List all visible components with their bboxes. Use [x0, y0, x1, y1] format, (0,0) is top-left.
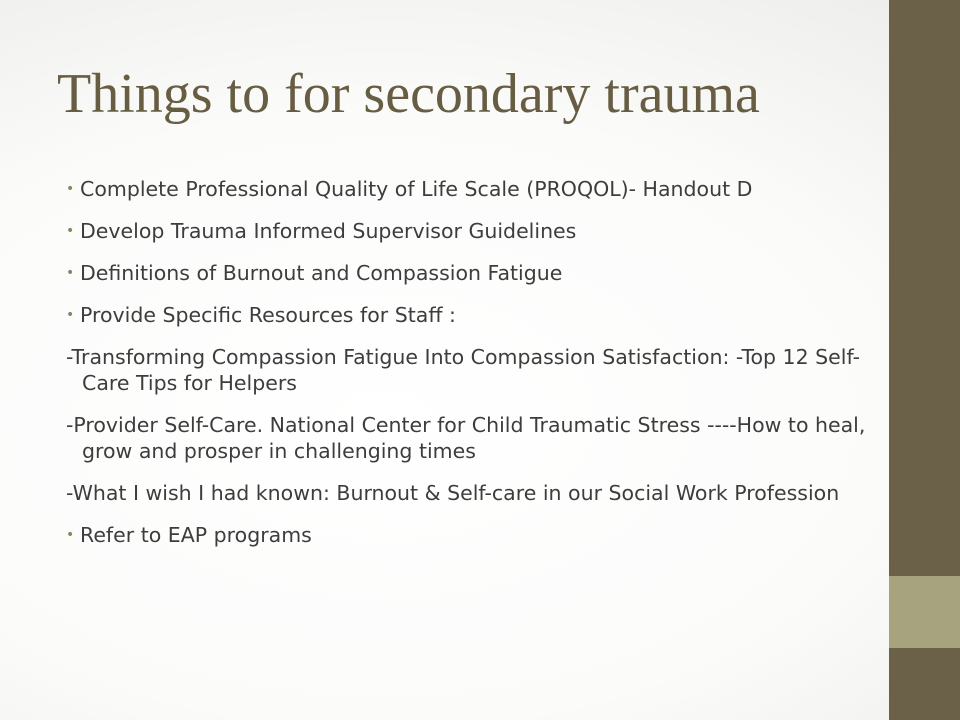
- list-item: [66, 412, 866, 464]
- list-item-text: • Definitions of Burnout and Compassion Fatigue: [80, 261, 563, 285]
- list-item: [66, 480, 866, 506]
- list-item-text: -Transforming Compassion Fatigue Into Compassion Satisfaction: -Top 12 Self-Care Tips for Helpers: [66, 345, 860, 395]
- list-item-text: -What I wish I had known: Burnout & Self-care in our Social Work Profession: [66, 481, 840, 505]
- list-item: [66, 302, 866, 328]
- list-item: [66, 218, 866, 244]
- list-item-text: • Complete Professional Quality of Life Scale (PROQOL)- Handout D: [80, 177, 753, 201]
- list-item-text: • Develop Trauma Informed Supervisor Guidelines: [80, 219, 577, 243]
- list-item-text: -Provider Self-Care. National Center for Child Traumatic Stress ----How to heal, grow and prosper in challenging times: [66, 413, 866, 463]
- content-list: [66, 176, 866, 564]
- list-item-text: • Refer to EAP programs: [80, 523, 312, 547]
- list-item: [66, 176, 866, 202]
- list-item: [66, 344, 866, 396]
- side-accent-block: [889, 576, 960, 648]
- list-item-text: • Provide Specific Resources for Staff :: [80, 303, 456, 327]
- list-item: [66, 260, 866, 286]
- slide-title: Things to for secondary trauma: [57, 63, 760, 125]
- list-item: [66, 522, 866, 548]
